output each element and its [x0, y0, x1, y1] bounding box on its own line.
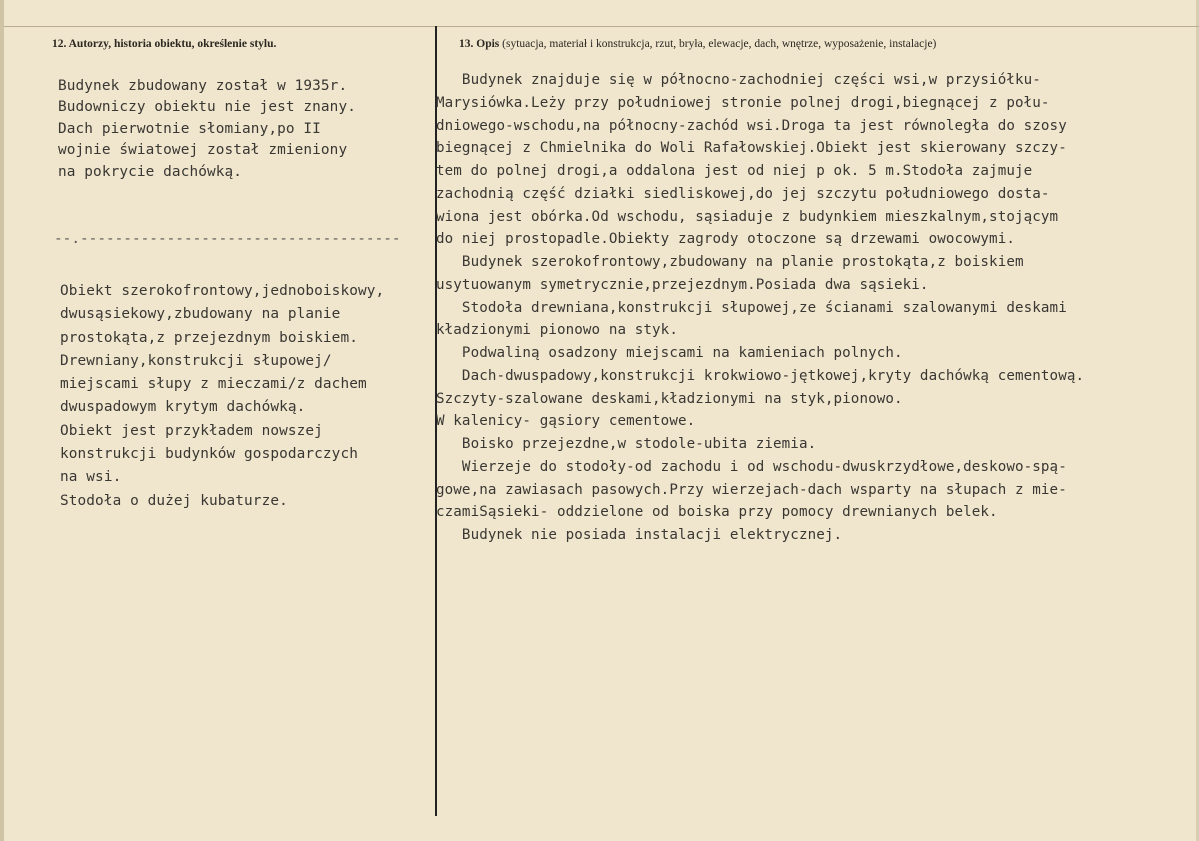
- field12-header: 12. Autorzy, historia obiektu, określenie stylu.: [52, 38, 277, 50]
- field13-header: [459, 38, 936, 50]
- history-text: Budynek zbudowany został w 1935r. Budowniczy obiektu nie jest znany. Dach pierwotnie słomiany,po II wojnie światowej został zmieniony na pokrycie dachówką.: [58, 78, 356, 180]
- style-text: Obiekt szerokofrontowy,jednoboiskowy, dwusąsiekowy,zbudowany na planie prostokąta,z przejezdnym boiskiem. Drewniany,konstrukcji słupowej/ miejscami słupy z mieczami/z dachem dwuspadowym krytym dachówką. Obiekt jest przykładem nowszej konstrukcji budynków gospodarczych na wsi. Stodoła o dużej kubaturze.: [60, 283, 385, 509]
- section-separator: --.-------------------------------------: [54, 231, 401, 247]
- top-rule: [4, 26, 1199, 27]
- description-text: Budynek znajduje się w północno-zachodniej części wsi,w przysiółku- Marysiówka.Leży przy południowej stronie polnej drogi,biegnącej z połu- dniowego-wschodu,na północny-zachód wsi.Droga ta jest równoległa do szosy biegnącej z Chmielnika do Woli Rafałowskiej.Obiekt jest skierowany szczy- tem do polnej drogi,a oddalona jest od niej p ok. 5 m.Stodoła zajmuje zachodnią część działki siedliskowej,do jej szczytu południowego dosta- wiona jest obórka.Od wschodu, sąsiaduje z budynkiem mieszkalnym,stojącym do niej prostopadle.Obiekty zagrody otoczone są drzewami owocowymi. Budynek szerokofrontowy,zbudowany na planie prostokąta,z boiskiem usytuowanym symetrycznie,przejezdnym.Posiada dwa sąsieki. Stodoła drewniana,konstrukcji słupowej,ze ścianami szalowanymi deskami kładzionymi pionowo na styk. Podwaliną osadzony miejscami na kamieniach polnych. Dach-dwuspadowy,konstrukcji krokwiowo-jętkowej,kryty dachówką cementową. Szczyty-szalowane deskami,kładzionymi na styk,pionowo. W kalenicy- gąsiory cementowe. Boisko przejezdne,w stodole-ubita ziemia. Wierzeje do stodoły-od zachodu i od wschodu-dwuskrzydłowe,deskowo-spą- gowe,na zawiasach pasowych.Przy wierzejach-dach wsparty na słupach z mie- czamiSąsieki- oddzielone od boiska przy pomocy drewnianych belek. Budynek nie posiada instalacji elektrycznej.: [436, 72, 1085, 543]
- field13-subtitle: (sytuacja, materiał i konstrukcja, rzut, bryła, elewacje, dach, wnętrze, wyposażenie, instalacje): [502, 38, 937, 50]
- field13-number: 13. Opis: [459, 38, 500, 50]
